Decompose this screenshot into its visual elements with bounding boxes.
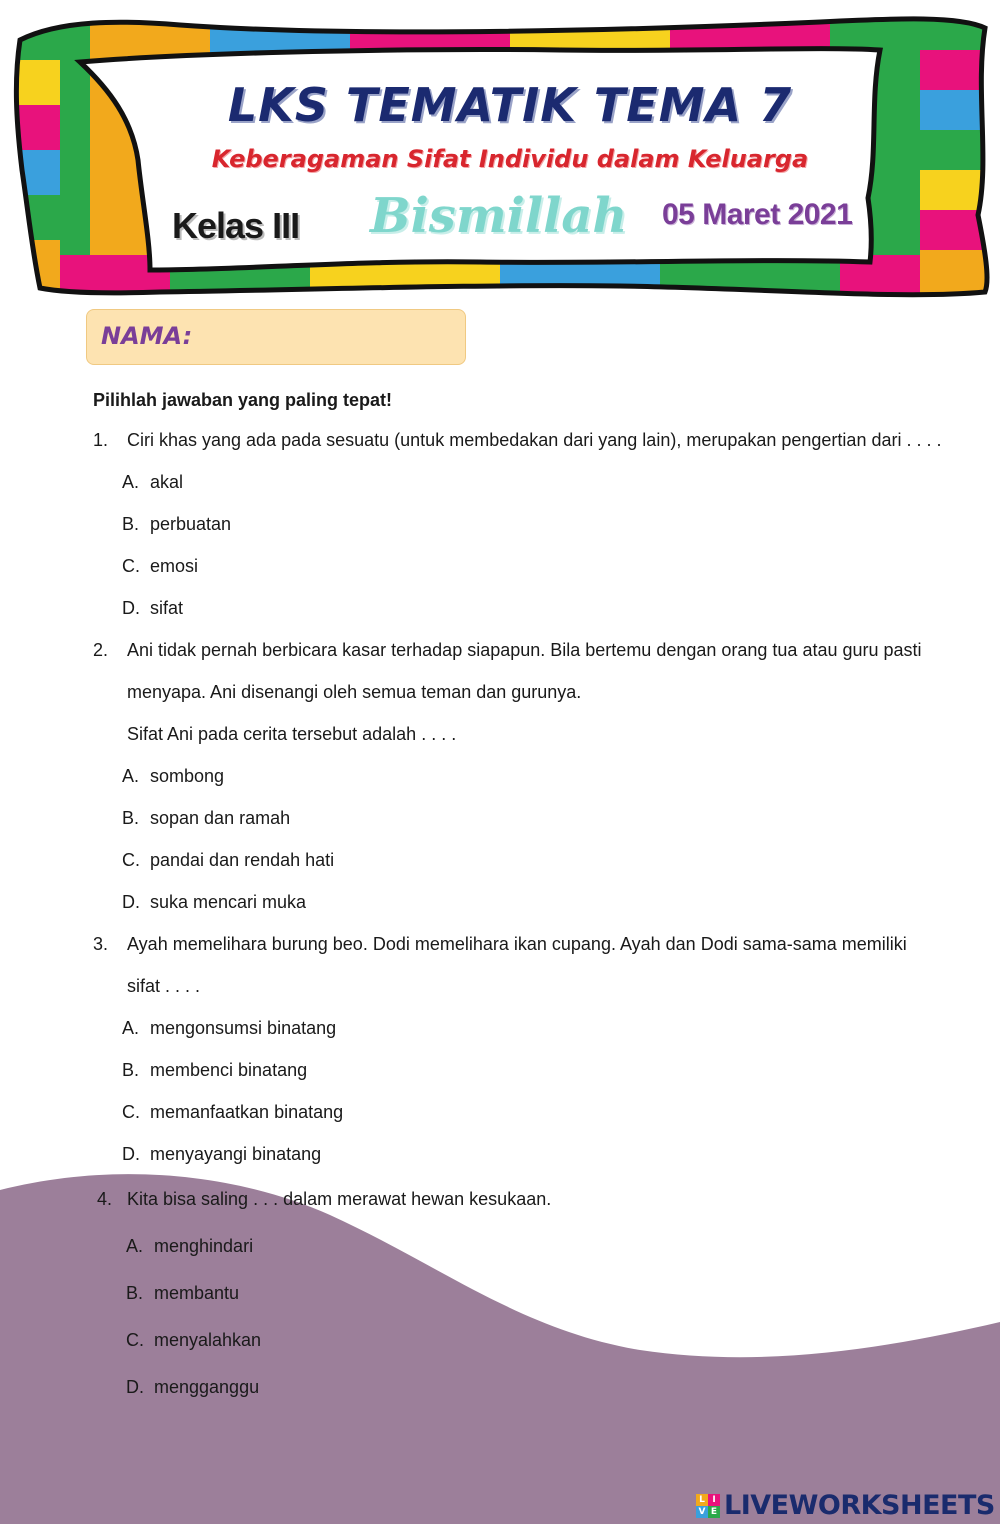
option-4b[interactable] [126,1283,239,1304]
worksheet-title: LKS TEMATIK TEMA 7 [227,78,793,132]
option-letter: D. [122,598,140,618]
option-3d[interactable] [122,1144,321,1165]
option-letter: B. [126,1283,144,1303]
option-text: menghindari [154,1236,254,1256]
option-text: mengonsumsi binatang [150,1018,337,1038]
question-3 [93,934,953,958]
option-1d[interactable] [122,598,183,619]
liveworksheets-text: LIVEWORKSHEETS [724,1490,995,1521]
question-number: 3. [93,934,109,954]
question-2 [93,640,953,664]
name-label: NAMA: [101,322,193,350]
option-text: memanfaatkan binatang [150,1102,344,1122]
option-1b[interactable] [122,514,231,535]
liveworksheets-logo[interactable] [696,1490,995,1521]
option-letter: B. [122,808,140,828]
question-2-line-2: menyapa. Ani disenangi oleh semua teman dan gurunya. [127,682,582,702]
option-text: membenci binatang [150,1060,308,1080]
option-2d[interactable] [122,892,306,913]
liveworksheets-mark-icon [696,1494,720,1518]
name-field[interactable] [86,309,466,365]
option-letter: B. [122,1060,140,1080]
class-label: Kelas III [172,205,300,246]
bismillah-text: Bismillah [370,188,628,244]
option-text: mengganggu [154,1377,260,1397]
option-4a[interactable] [126,1236,253,1257]
option-4d[interactable] [126,1377,259,1398]
question-1 [93,430,953,454]
option-letter: C. [126,1330,144,1350]
question-text: Ciri khas yang ada pada sesuatu (untuk membedakan dari yang lain), merupakan pengertian dari . . . . [127,430,942,450]
option-text: sopan dan ramah [150,808,291,828]
option-1a[interactable] [122,472,183,493]
option-4c[interactable] [126,1330,261,1351]
worksheet-subtitle: Keberagaman Sifat Individu dalam Keluarga [211,145,809,173]
question-4 [97,1189,957,1213]
option-text: emosi [150,556,199,576]
option-letter: C. [122,850,140,870]
logo-letter: I [708,1494,720,1506]
question-text: Ani tidak pernah berbicara kasar terhadap siapapun. Bila bertemu dengan orang tua atau guru pasti [127,640,922,660]
option-text: perbuatan [150,514,232,534]
option-2a[interactable] [122,766,224,787]
option-text: menyalahkan [154,1330,262,1350]
question-2-line-3: Sifat Ani pada cerita tersebut adalah . . . . [127,724,457,744]
option-3a[interactable] [122,1018,336,1039]
logo-letter: V [696,1506,708,1518]
option-letter: A. [126,1236,144,1256]
option-letter: A. [122,1018,140,1038]
question-text: Kita bisa saling . . . dalam merawat hewan kesukaan. [127,1189,552,1209]
option-letter: A. [122,472,140,492]
option-letter: A. [122,766,140,786]
option-text: membantu [154,1283,240,1303]
question-number: 2. [93,640,109,660]
option-text: menyayangi binatang [150,1144,322,1164]
worksheet-date: 05 Maret 2021 [662,198,853,231]
option-text: pandai dan rendah hati [150,850,335,870]
question-number: 4. [97,1189,113,1209]
option-letter: C. [122,1102,140,1122]
option-letter: D. [122,892,140,912]
logo-letter: L [696,1494,708,1506]
question-3-line-2: sifat . . . . [127,976,201,996]
option-letter: D. [126,1377,144,1397]
option-text: sombong [150,766,225,786]
question-text: Ayah memelihara burung beo. Dodi memelihara ikan cupang. Ayah dan Dodi sama-sama memiliki [127,934,907,954]
instruction-text: Pilihlah jawaban yang paling tepat! [93,390,393,410]
logo-letter: E [708,1506,720,1518]
option-2b[interactable] [122,808,290,829]
option-1c[interactable] [122,556,198,577]
option-letter: D. [122,1144,140,1164]
option-3c[interactable] [122,1102,343,1123]
option-text: akal [150,472,184,492]
option-text: sifat [150,598,184,618]
option-letter: C. [122,556,140,576]
option-2c[interactable] [122,850,334,871]
question-number: 1. [93,430,109,450]
option-letter: B. [122,514,140,534]
option-3b[interactable] [122,1060,307,1081]
option-text: suka mencari muka [150,892,307,912]
